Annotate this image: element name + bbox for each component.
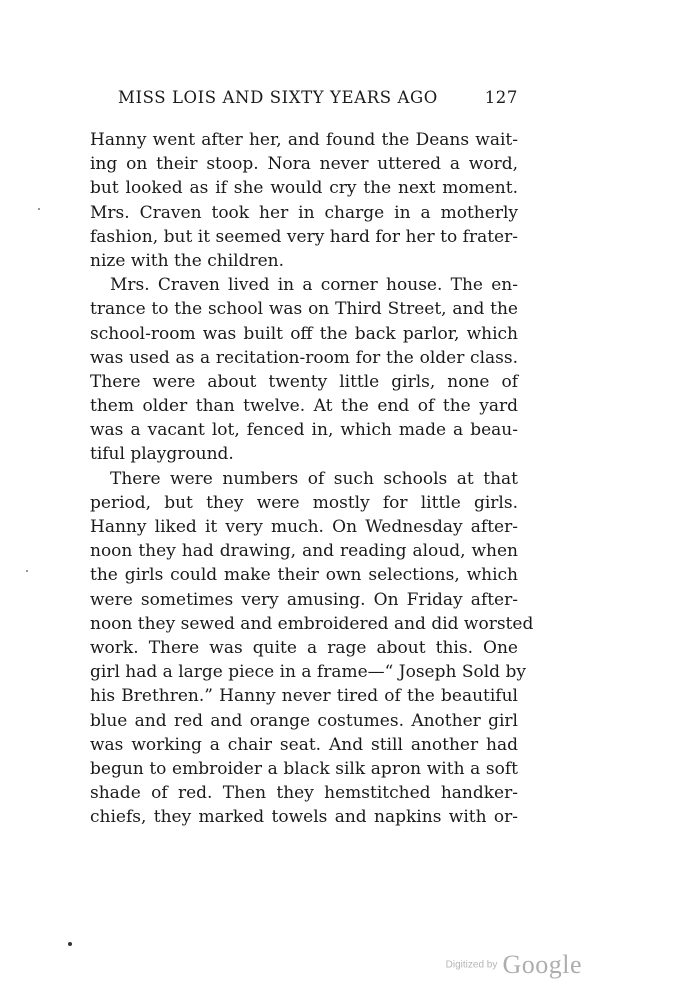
text-line: There were numbers of such schools at that xyxy=(110,468,518,489)
scan-speck xyxy=(68,942,72,946)
text-line: school-room was built off the back parlor, which xyxy=(90,323,518,344)
text-line: There were about twenty little girls, none of xyxy=(90,371,518,392)
text-line: tiful playground. xyxy=(90,444,234,465)
text-line: blue and red and orange costumes. Another girl xyxy=(90,710,518,731)
text-line: work. There was quite a rage about this. One xyxy=(90,637,518,658)
text-line: shade of red. Then they hemstitched handker- xyxy=(90,783,518,804)
text-line: was a vacant lot, fenced in, which made a beau- xyxy=(90,420,518,441)
google-logo: Google xyxy=(502,950,582,979)
text-line: noon they sewed and embroidered and did worsted xyxy=(90,613,534,634)
paragraph xyxy=(90,128,518,273)
scan-speck xyxy=(26,570,28,572)
text-line: begun to embroider a black silk apron with a soft xyxy=(90,758,518,779)
scan-speck xyxy=(38,208,40,210)
text-line: chiefs, they marked towels and napkins with or- xyxy=(90,807,518,828)
digitized-by-label: Digitized by xyxy=(445,959,498,971)
text-line: Mrs. Craven took her in charge in a motherly xyxy=(90,202,518,223)
text-line: period, but they were mostly for little girls. xyxy=(90,492,518,513)
paragraph xyxy=(90,467,534,830)
text-line: the girls could make their own selections, which xyxy=(90,565,518,586)
text-line: them older than twelve. At the end of the yard xyxy=(90,396,518,417)
text-line: were sometimes very amusing. On Friday after- xyxy=(90,589,518,610)
text-line: trance to the school was on Third Street, and the xyxy=(90,299,518,320)
text-line: his Brethren.” Hanny never tired of the beautiful xyxy=(90,686,518,707)
text-line: ing on their stoop. Nora never uttered a word, xyxy=(90,154,518,175)
text-line: Hanny went after her, and found the Deans wait- xyxy=(90,130,518,150)
text-line: but looked as if she would cry the next moment. xyxy=(90,178,518,199)
running-header xyxy=(118,88,518,112)
google-watermark xyxy=(446,950,582,980)
text-line: noon they had drawing, and reading aloud, when xyxy=(90,541,518,562)
running-title: MISS LOIS AND SIXTY YEARS AGO xyxy=(118,88,438,107)
text-line: was used as a recitation-room for the older class. xyxy=(90,347,518,368)
body-text xyxy=(90,128,534,829)
text-line: girl had a large piece in a frame—“ Joseph Sold by xyxy=(90,662,526,683)
text-line: nize with the children. xyxy=(90,250,284,271)
paragraph xyxy=(90,273,518,467)
text-line: was working a chair seat. And still another had xyxy=(90,734,518,755)
page-number: 127 xyxy=(484,88,518,107)
text-line: Mrs. Craven lived in a corner house. The en- xyxy=(110,275,518,296)
text-line: Hanny liked it very much. On Wednesday after- xyxy=(90,517,518,537)
text-line: fashion, but it seemed very hard for her to frater- xyxy=(90,226,518,247)
